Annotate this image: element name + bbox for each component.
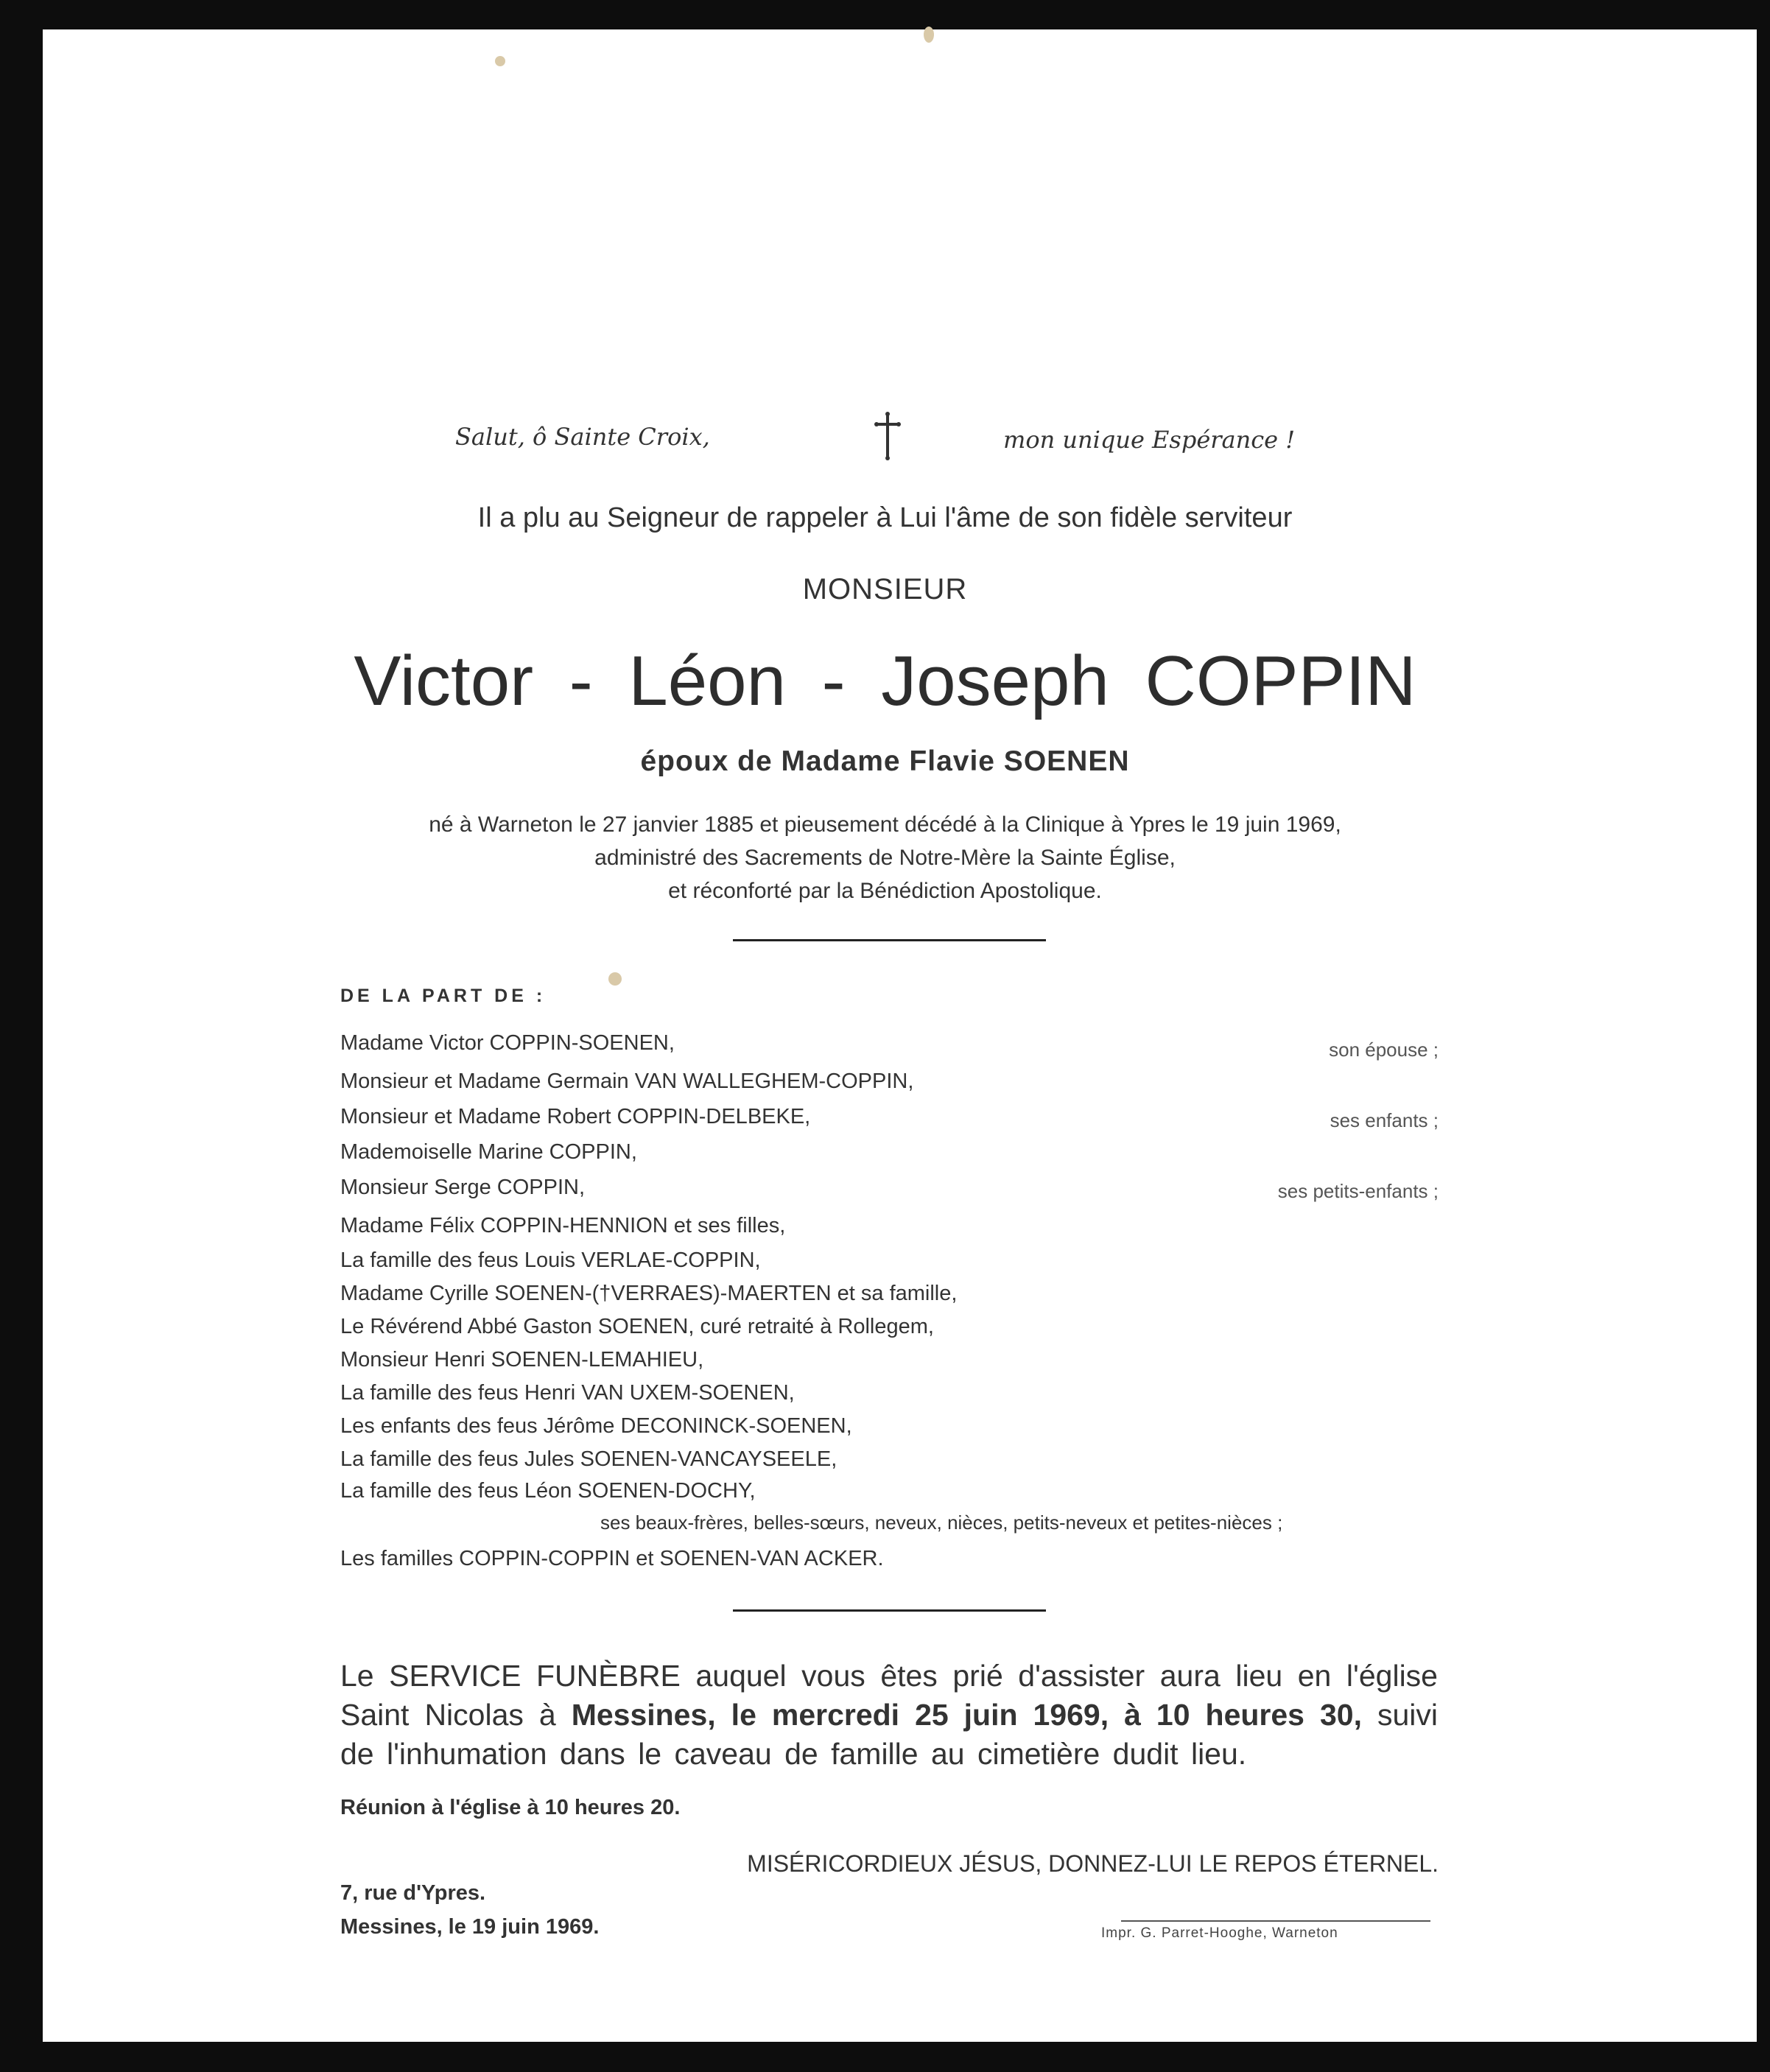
place-date-line: Messines, le 19 juin 1969.: [340, 1915, 600, 1939]
family-member: Monsieur et Madame Germain VAN WALLEGHEM-COPPIN,: [340, 1070, 914, 1093]
cross-icon: [873, 411, 902, 461]
family-member: La famille des feus Henri VAN UXEM-SOENEN,: [340, 1381, 795, 1405]
de-la-part-de-heading: DE LA PART DE :: [340, 986, 547, 1006]
family-member: Madame Victor COPPIN-SOENEN,: [340, 1031, 675, 1055]
intro-text: Il a plu au Seigneur de rappeler à Lui l'âme de son fidèle serviteur: [477, 502, 1293, 533]
reunion-line: Réunion à l'église à 10 heures 20.: [340, 1796, 681, 1819]
spouse-line: époux de Madame Flavie SOENEN: [640, 745, 1130, 777]
service-label: Le SERVICE FUNÈBRE: [340, 1659, 681, 1693]
family-member: Mademoiselle Marine COPPIN,: [340, 1140, 637, 1164]
service-church: Saint Nicolas à: [340, 1698, 556, 1732]
motto-right: mon unique Espérance !: [1003, 426, 1296, 454]
life-line-1: né à Warneton le 27 janvier 1885 et pieusement décédé à la Clinique à Ypres le 19 juin 1969,: [429, 812, 1341, 837]
families-line: Les familles COPPIN-COPPIN et SOENEN-VAN ACKER.: [340, 1547, 884, 1570]
service-text: auquel vous êtes prié d'assister aura lieu en l'église: [695, 1659, 1438, 1693]
printer-rule: [1121, 1920, 1430, 1922]
family-member: Les enfants des feus Jérôme DECONINCK-SOENEN,: [340, 1414, 852, 1438]
life-line-2: administré des Sacrements de Notre-Mère la Sainte Église,: [594, 846, 1176, 870]
family-member: La famille des feus Léon SOENEN-DOCHY,: [340, 1479, 756, 1503]
relatives-role: ses beaux-frères, belles-sœurs, neveux, nièces, petits-neveux et petites-nièces ;: [600, 1511, 1283, 1534]
motto-left: Salut, ô Sainte Croix,: [455, 423, 710, 451]
family-member: Monsieur Henri SOENEN-LEMAHIEU,: [340, 1348, 704, 1372]
stain-spot: [924, 27, 934, 43]
family-role: ses enfants ;: [1330, 1109, 1439, 1131]
title-monsieur: MONSIEUR: [802, 573, 968, 605]
service-suivi: suivi: [1377, 1698, 1438, 1732]
service-line-1: [340, 1659, 1438, 1693]
life-line-3: et réconforté par la Bénédiction Apostolique.: [668, 879, 1102, 903]
divider-rule: [733, 939, 1046, 941]
stain-spot: [608, 972, 622, 986]
divider-rule: [733, 1609, 1046, 1612]
family-member: Monsieur et Madame Robert COPPIN-DELBEKE,: [340, 1105, 811, 1128]
family-member: Madame Félix COPPIN-HENNION et ses filles,: [340, 1214, 786, 1237]
prayer-line: MISÉRICORDIEUX JÉSUS, DONNEZ-LUI LE REPOS ÉTERNEL.: [747, 1850, 1439, 1877]
address-line: 7, rue d'Ypres.: [340, 1881, 486, 1905]
printer-line: Impr. G. Parret-Hooghe, Warneton: [1101, 1925, 1338, 1941]
family-member: Madame Cyrille SOENEN-(†VERRAES)-MAERTEN et sa famille,: [340, 1282, 958, 1305]
family-role: ses petits-enfants ;: [1277, 1180, 1439, 1202]
stain-spot: [495, 56, 505, 66]
family-member: Le Révérend Abbé Gaston SOENEN, curé retraité à Rollegem,: [340, 1315, 934, 1338]
service-datetime: Messines, le mercredi 25 juin 1969, à 10 heures 30,: [571, 1698, 1362, 1732]
family-member: La famille des feus Jules SOENEN-VANCAYSEELE,: [340, 1447, 837, 1471]
service-line-3: de l'inhumation dans le caveau de famille au cimetière dudit lieu.: [340, 1737, 1247, 1771]
family-member: La famille des feus Louis VERLAE-COPPIN,: [340, 1249, 761, 1272]
deceased-name: Victor - Léon - Joseph COPPIN: [354, 642, 1416, 720]
family-member: Monsieur Serge COPPIN,: [340, 1176, 586, 1199]
service-line-2: [340, 1698, 1438, 1732]
family-role: son épouse ;: [1329, 1039, 1439, 1061]
